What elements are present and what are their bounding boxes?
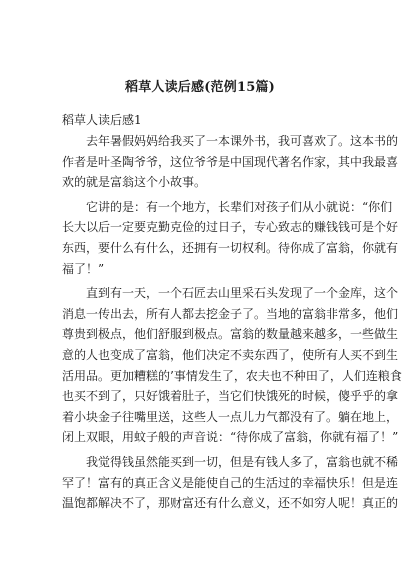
text-line: 福了！” bbox=[62, 261, 105, 276]
text-line: 它讲的是：有一个地方，长辈们对孩子们从小就说：“你们 bbox=[86, 199, 393, 214]
text-line: 尊贵到极点，他们舒服到极点。富翁的数量越来越多，一些做生 bbox=[62, 327, 399, 342]
text-line: 活用品。更加糟糕的’事情发生了，农夫也不种田了，人们连粮食 bbox=[62, 368, 402, 383]
document-title: 稻草人读后感(范例15篇) bbox=[125, 80, 275, 95]
text-line: 闭上双眼，用蚊子般的声音说：“待你成了富翁，你就有福了！” bbox=[62, 430, 399, 445]
paragraph-1 bbox=[62, 131, 399, 193]
text-line: 长大以后一定要克勤克俭的过日子，专心致志的赚钱钱可是个好 bbox=[62, 220, 399, 235]
text-line: 着小块金子往嘴里送，这些人一点儿力气都没有了。躺在地上， bbox=[62, 409, 399, 424]
text-line: 直到有一天，一个石匠去山里采石头发现了一个金库，这个 bbox=[86, 286, 399, 301]
text-line: 消息一传出去，所有人都去挖金子了。当地的富翁非常多，他们 bbox=[62, 306, 399, 321]
text-line: 罕了！富有的真正含义是能使自己的生活过的幸福快乐！但是连 bbox=[62, 475, 399, 490]
text-line: 欢的就是富翁这个小故事。 bbox=[62, 175, 207, 190]
text-line: 我觉得钱虽然能买到一切，但是有钱人多了，富翁也就不稀 bbox=[86, 454, 399, 469]
text-line: 东西，要什么有什么，还拥有一切权利。待你成了富翁，你就有 bbox=[62, 240, 399, 255]
text-line: 温饱都解决不了，那财富还有什么意义，还不如穷人呢！真正的 bbox=[62, 496, 399, 511]
paragraph-4 bbox=[62, 452, 399, 514]
paragraph-3 bbox=[62, 283, 402, 448]
text-line: 意的人也变成了富翁，他们决定不卖东西了，使所有人买不到生 bbox=[62, 347, 399, 362]
text-line: 去年暑假妈妈给我买了一本课外书，我可喜欢了。这本书的 bbox=[86, 134, 399, 148]
text-line: 也买不到了，只好饿着肚子，当它们快饿死的时候，傻乎乎的拿 bbox=[62, 389, 399, 404]
document-body bbox=[62, 131, 402, 518]
text-line: 作者是叶圣陶爷爷，这位爷爷是中国现代著名作家，其中我最喜 bbox=[62, 154, 399, 169]
section-heading: 稻草人读后感1 bbox=[62, 113, 142, 127]
paragraph-2 bbox=[62, 197, 399, 279]
